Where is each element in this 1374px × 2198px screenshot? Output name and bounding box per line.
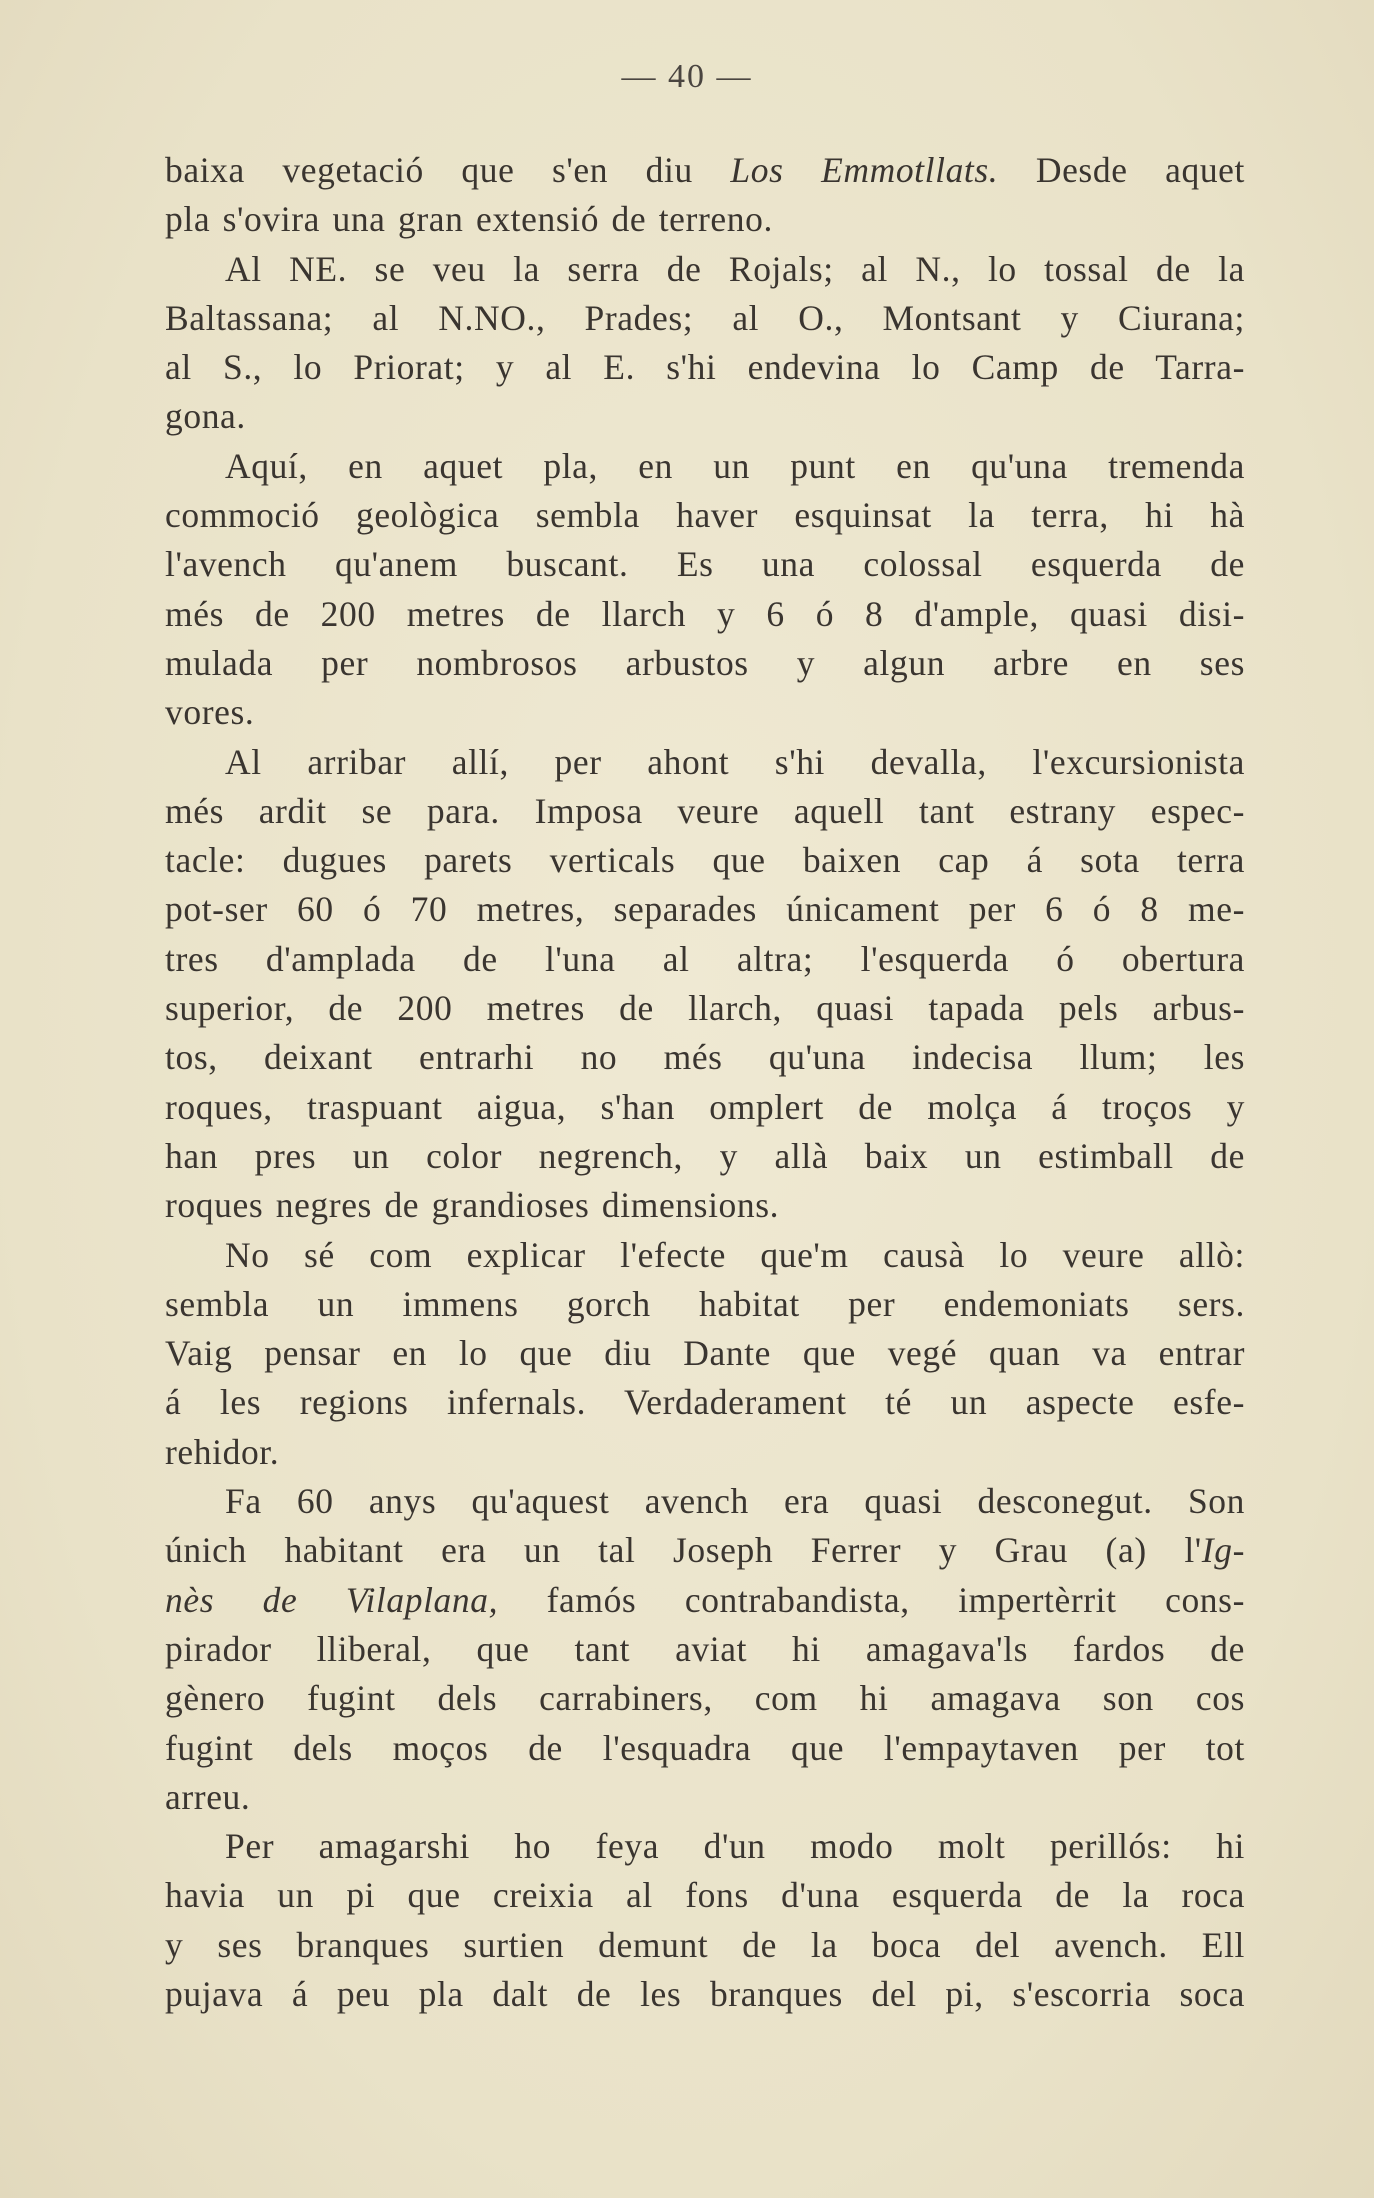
text-line xyxy=(165,146,1245,195)
text-line xyxy=(165,392,1245,441)
text-line xyxy=(165,1477,1245,1526)
text-line xyxy=(165,1576,1245,1625)
text-line xyxy=(165,540,1245,589)
text-segment: l'avench qu'anem buscant. Es una colossal esquerda de xyxy=(165,544,1245,585)
text-segment: més ardit se para. Imposa veure aquell tant estrany espec- xyxy=(165,790,1245,831)
text-segment: Al NE. se veu la serra de Rojals; al N., lo tossal de la xyxy=(225,248,1245,289)
text-segment: pujava á peu pla dalt de les branques del pi, s'escorria soca xyxy=(165,1973,1245,2014)
text-line xyxy=(165,984,1245,1033)
text-line xyxy=(165,688,1245,737)
text-segment: rehidor. xyxy=(165,1431,280,1472)
text-line xyxy=(165,1378,1245,1427)
text-segment: pla s'ovira una gran extensió de terreno. xyxy=(165,199,773,240)
text-segment: Al arribar allí, per ahont s'hi devalla, l'excursionista xyxy=(225,741,1245,782)
text-segment: y ses branques surtien demunt de la boca del avench. Ell xyxy=(165,1924,1245,1965)
text-segment: Vaig pensar en lo que diu Dante que vegé quan va entrar xyxy=(165,1333,1245,1374)
text-line xyxy=(165,1822,1245,1871)
text-line xyxy=(165,1970,1245,2019)
italic-text: nès de Vilaplana, xyxy=(165,1579,499,1620)
text-segment: han pres un color negrench, y allà baix un estimball de xyxy=(165,1135,1245,1176)
text-segment: famós contrabandista, impertèrrit cons- xyxy=(498,1579,1245,1620)
text-segment: tacle: dugues parets verticals que baixen cap á sota terra xyxy=(165,840,1245,881)
text-segment: pot-ser 60 ó 70 metres, separades únicament per 6 ó 8 me- xyxy=(165,889,1245,930)
text-line xyxy=(165,195,1245,244)
text-line xyxy=(165,1280,1245,1329)
text-line xyxy=(165,1083,1245,1132)
text-segment: pirador lliberal, que tant aviat hi amagava'ls fardos de xyxy=(165,1628,1245,1669)
text-line xyxy=(165,1773,1245,1822)
text-segment: Fa 60 anys qu'aquest avench era quasi desconegut. Son xyxy=(225,1481,1245,1522)
text-line xyxy=(165,491,1245,540)
text-segment: més de 200 metres de llarch y 6 ó 8 d'ample, quasi disi- xyxy=(165,593,1245,634)
italic-text: Los Emmotllats. xyxy=(730,150,999,190)
text-segment: superior, de 200 metres de llarch, quasi tapada pels arbus- xyxy=(165,988,1245,1029)
text-line xyxy=(165,1181,1245,1230)
body-text xyxy=(165,146,1245,2019)
text-segment: á les regions infernals. Verdaderament té un aspecte esfe- xyxy=(165,1382,1245,1423)
text-segment: Aquí, en aquet pla, en un punt en qu'una tremenda xyxy=(225,445,1245,486)
page-number: — 40 — xyxy=(621,58,753,95)
text-segment: mulada per nombrosos arbustos y algun arbre en ses xyxy=(165,642,1245,683)
text-segment: roques negres de grandioses dimensions. xyxy=(165,1185,780,1226)
text-segment: roques, traspuant aigua, s'han omplert de molça á troços y xyxy=(165,1086,1245,1127)
text-segment: baixa vegetació que s'en diu xyxy=(165,150,731,190)
text-line xyxy=(165,836,1245,885)
text-segment: arreu. xyxy=(165,1776,251,1817)
text-line xyxy=(165,1724,1245,1773)
text-line xyxy=(165,1674,1245,1723)
italic-text: Ig- xyxy=(1201,1530,1245,1571)
text-segment: gènero fugint dels carrabiners, com hi amagava son cos xyxy=(165,1678,1245,1719)
text-line xyxy=(165,1428,1245,1477)
text-segment: únich habitant era un tal Joseph Ferrer y Grau (a) l' xyxy=(165,1530,1202,1571)
text-segment: al S., lo Priorat; y al E. s'hi endevina lo Camp de Tarra- xyxy=(165,347,1245,388)
text-line xyxy=(165,343,1245,392)
text-line xyxy=(165,1329,1245,1378)
text-line xyxy=(165,442,1245,491)
text-line xyxy=(165,738,1245,787)
text-segment: gona. xyxy=(165,396,246,437)
text-line xyxy=(165,885,1245,934)
text-segment: No sé com explicar l'efecte que'm causà lo veure allò: xyxy=(225,1234,1245,1275)
text-segment: commoció geològica sembla haver esquinsat la terra, hi hà xyxy=(165,495,1245,536)
text-line xyxy=(165,1871,1245,1920)
text-line xyxy=(165,787,1245,836)
text-line xyxy=(165,294,1245,343)
text-line xyxy=(165,1231,1245,1280)
text-line xyxy=(165,1526,1245,1575)
text-segment: tos, deixant entrarhi no més qu'una indecisa llum; les xyxy=(165,1037,1245,1078)
text-segment: tres d'amplada de l'una al altra; l'esquerda ó obertura xyxy=(165,938,1245,979)
text-segment: Baltassana; al N.NO., Prades; al O., Montsant y Ciurana; xyxy=(165,297,1245,338)
text-segment: fugint dels moços de l'esquadra que l'empaytaven per tot xyxy=(165,1727,1245,1768)
text-segment: havia un pi que creixia al fons d'una esquerda de la roca xyxy=(165,1875,1245,1916)
text-segment: Per amagarshi ho feya d'un modo molt perillós: hi xyxy=(225,1826,1245,1867)
text-segment: vores. xyxy=(165,692,255,733)
text-line xyxy=(165,1625,1245,1674)
text-line xyxy=(165,639,1245,688)
text-segment: sembla un immens gorch habitat per endemoniats sers. xyxy=(165,1283,1245,1324)
text-segment: Desde aquet xyxy=(998,150,1245,190)
text-line xyxy=(165,245,1245,294)
text-line xyxy=(165,1132,1245,1181)
text-line xyxy=(165,1921,1245,1970)
text-line xyxy=(165,1033,1245,1082)
text-line xyxy=(165,590,1245,639)
text-line xyxy=(165,935,1245,984)
